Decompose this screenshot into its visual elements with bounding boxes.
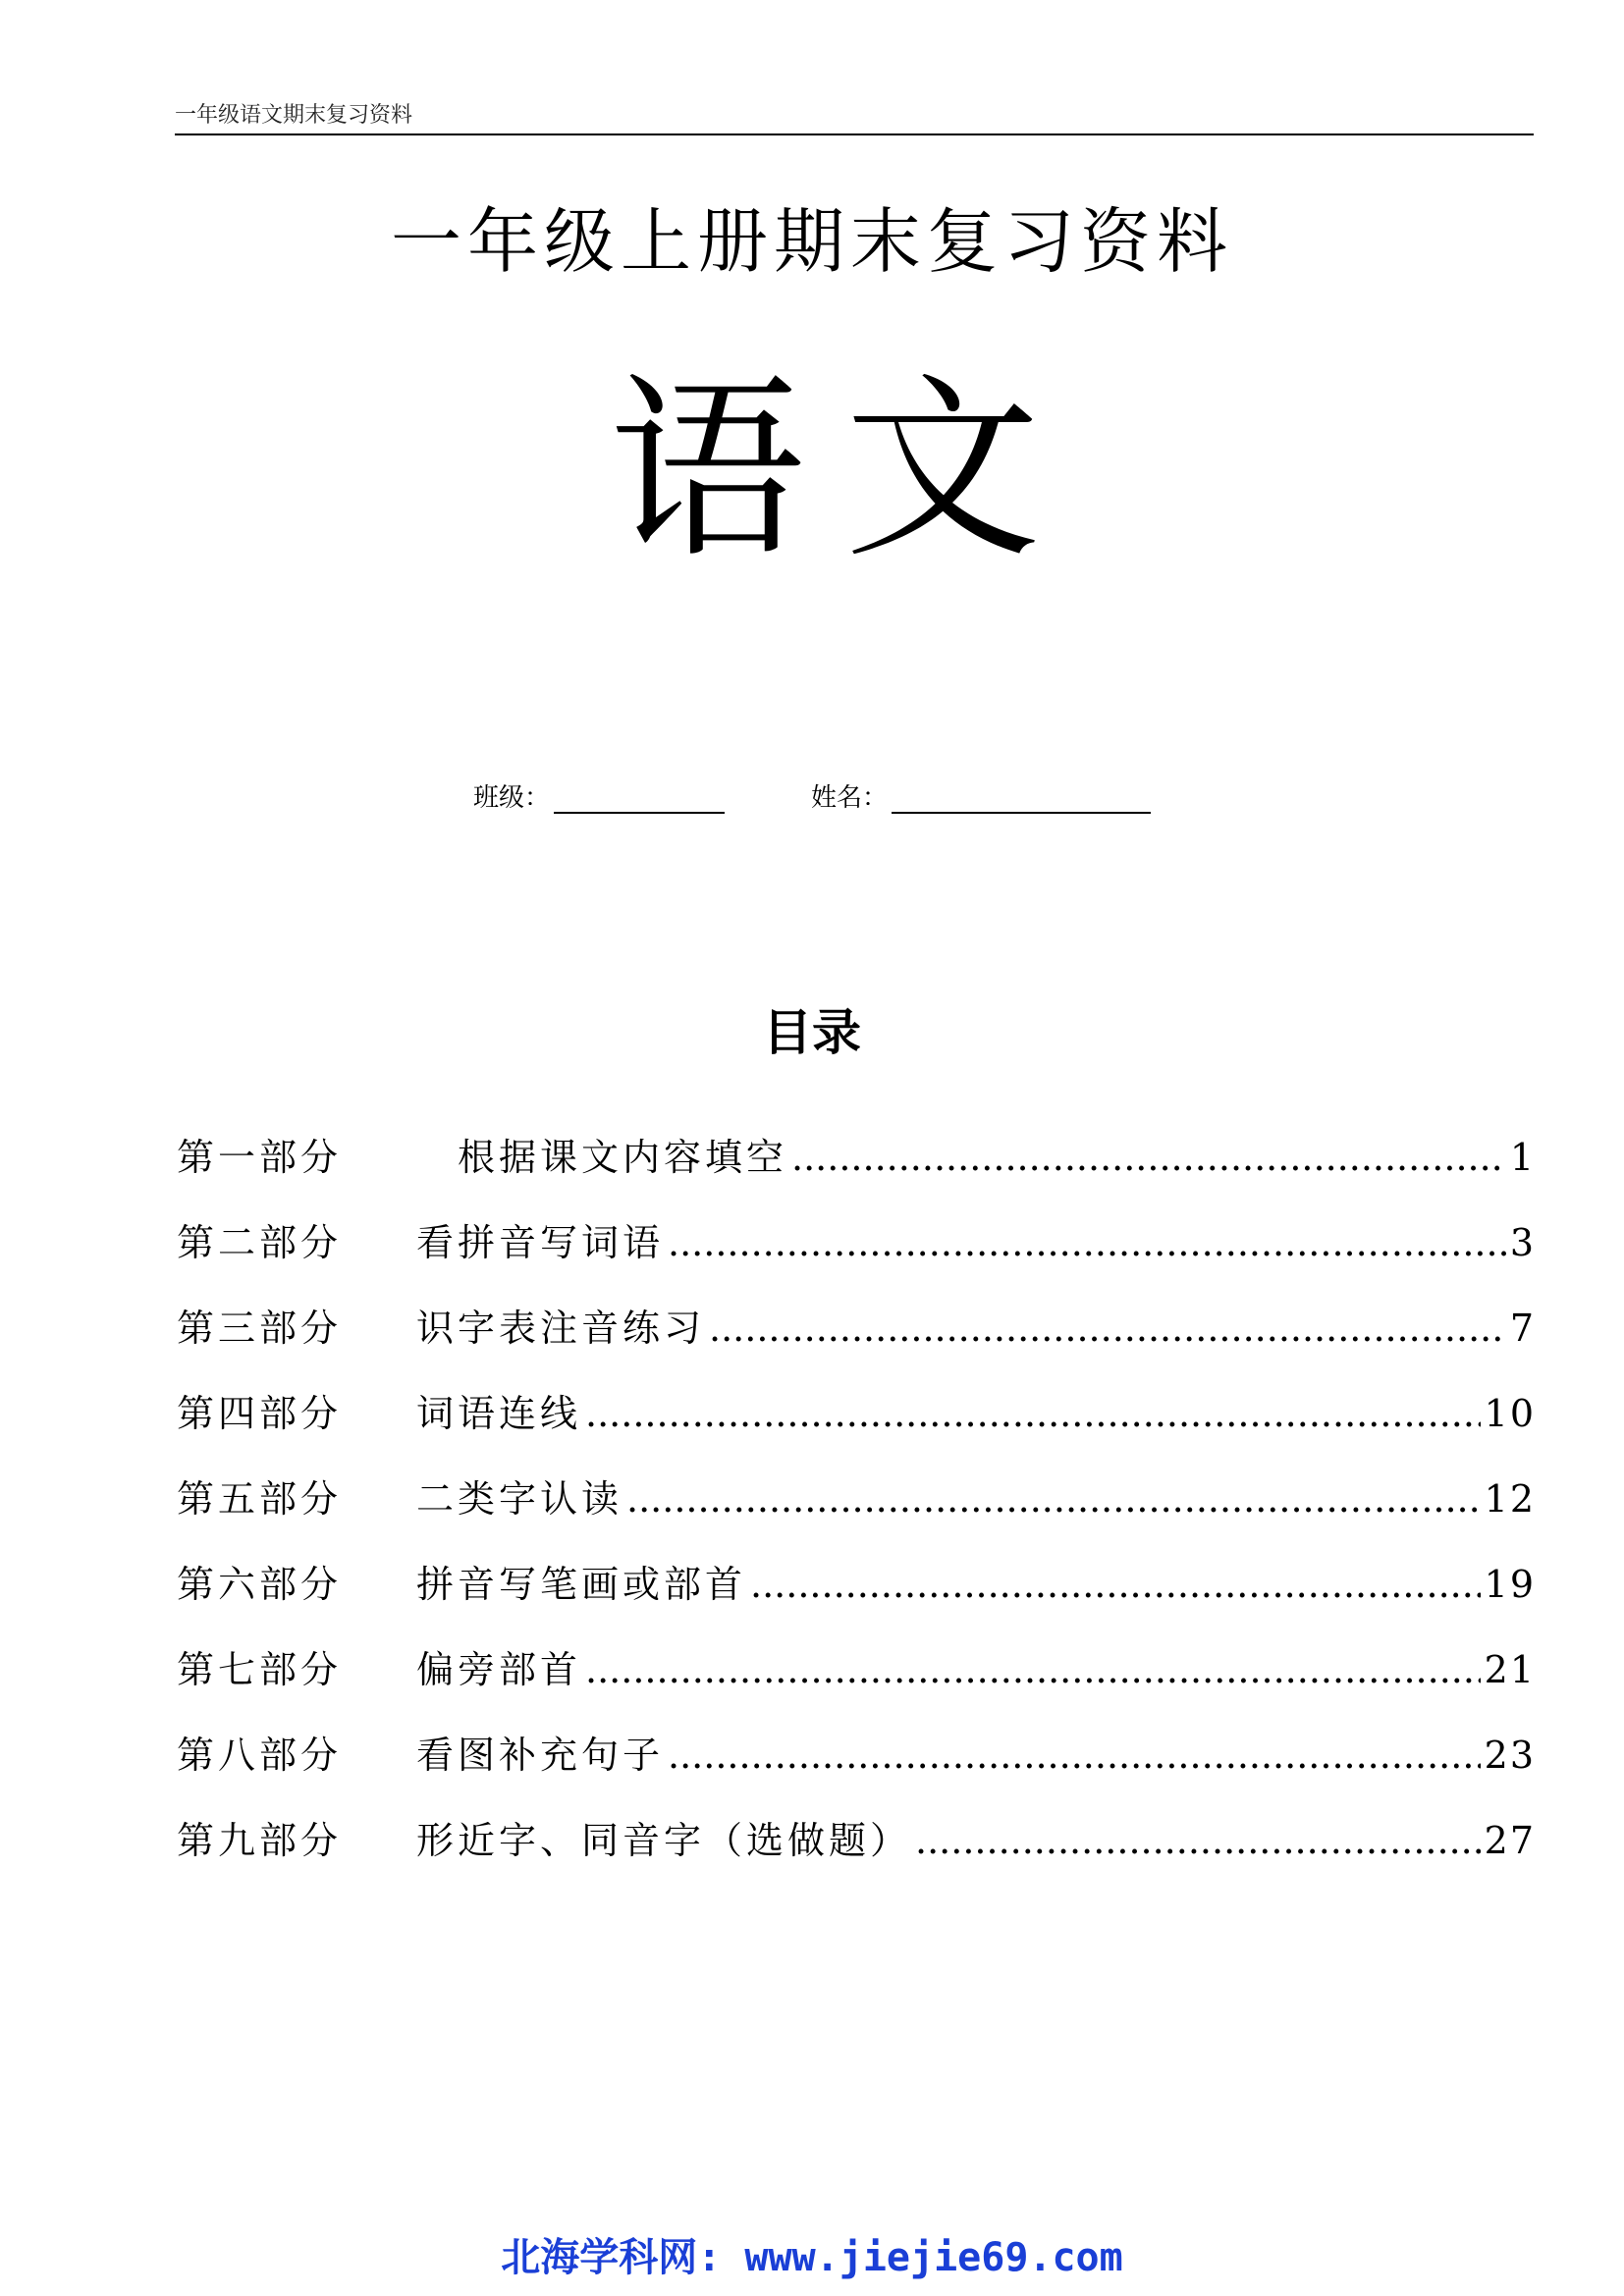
toc-leader-dots xyxy=(915,1819,1481,1862)
toc-part-label: 第三部分 xyxy=(177,1307,343,1350)
class-blank-field[interactable] xyxy=(554,784,725,814)
toc-page-number: 23 xyxy=(1484,1734,1536,1777)
toc-entry-title: 偏旁部首 xyxy=(416,1648,582,1691)
toc-entry[interactable] xyxy=(177,1810,1536,1896)
student-info xyxy=(0,777,1624,814)
toc-entry-title: 看拼音写词语 xyxy=(416,1221,665,1264)
toc-entry-title: 二类字认读 xyxy=(416,1477,623,1521)
toc-part-label: 第六部分 xyxy=(177,1563,343,1606)
footer-website-link[interactable]: 北海学科网: www.jiejie69.com xyxy=(501,2235,1123,2280)
toc-part-label: 第五部分 xyxy=(177,1477,343,1521)
toc-entry[interactable] xyxy=(177,1383,1536,1468)
toc-page-number: 21 xyxy=(1484,1648,1536,1691)
toc-page-number: 3 xyxy=(1509,1221,1536,1264)
header-divider xyxy=(175,133,1534,135)
toc-leader-dots xyxy=(668,1221,1506,1264)
toc-entry-title: 识字表注音练习 xyxy=(416,1307,706,1350)
toc-leader-dots xyxy=(709,1307,1506,1350)
toc-page-number: 1 xyxy=(1509,1136,1536,1179)
running-header: 一年级语文期末复习资料 xyxy=(175,103,413,128)
toc-page-number: 12 xyxy=(1484,1477,1536,1521)
toc-entry[interactable] xyxy=(177,1212,1536,1298)
toc-entry-title: 拼音写笔画或部首 xyxy=(416,1563,747,1606)
toc-part-label: 第四部分 xyxy=(177,1392,343,1435)
toc-leader-dots xyxy=(626,1477,1481,1521)
toc-entry-title: 词语连线 xyxy=(416,1392,582,1435)
class-label: 班级： xyxy=(472,783,550,813)
toc-leader-dots xyxy=(668,1734,1481,1777)
toc-part-label: 第九部分 xyxy=(177,1819,343,1862)
toc-leader-dots xyxy=(750,1563,1481,1606)
toc-part-label: 第七部分 xyxy=(177,1648,343,1691)
toc-page-number: 7 xyxy=(1509,1307,1536,1350)
toc-page-number: 27 xyxy=(1484,1819,1536,1862)
toc-leader-dots xyxy=(585,1648,1481,1691)
toc-leader-dots xyxy=(585,1392,1481,1435)
toc-heading: 目录 xyxy=(763,1004,861,1061)
toc-part-label: 第二部分 xyxy=(177,1221,343,1264)
name-blank-field[interactable] xyxy=(892,784,1151,814)
toc-part-label: 第一部分 xyxy=(177,1136,343,1179)
toc-entry[interactable] xyxy=(177,1639,1536,1725)
toc-entry[interactable] xyxy=(177,1468,1536,1554)
name-label: 姓名： xyxy=(811,783,889,813)
toc-part-label: 第八部分 xyxy=(177,1734,343,1777)
toc-leader-dots xyxy=(791,1136,1506,1179)
toc-entry[interactable] xyxy=(177,1725,1536,1810)
toc-entry-title: 根据课文内容填空 xyxy=(416,1136,788,1179)
toc-page-number: 19 xyxy=(1484,1563,1536,1606)
toc-entry[interactable] xyxy=(177,1554,1536,1639)
toc-entry-title: 形近字、同音字（选做题） xyxy=(416,1819,912,1862)
toc-entry-title: 看图补充句子 xyxy=(416,1734,665,1777)
document-title: 一年级上册期末复习资料 xyxy=(390,200,1233,283)
toc-entry[interactable] xyxy=(177,1298,1536,1383)
table-of-contents xyxy=(177,1127,1536,1896)
toc-entry[interactable] xyxy=(177,1127,1536,1212)
subject-title: 语文 xyxy=(608,356,1080,585)
toc-page-number: 10 xyxy=(1484,1392,1536,1435)
